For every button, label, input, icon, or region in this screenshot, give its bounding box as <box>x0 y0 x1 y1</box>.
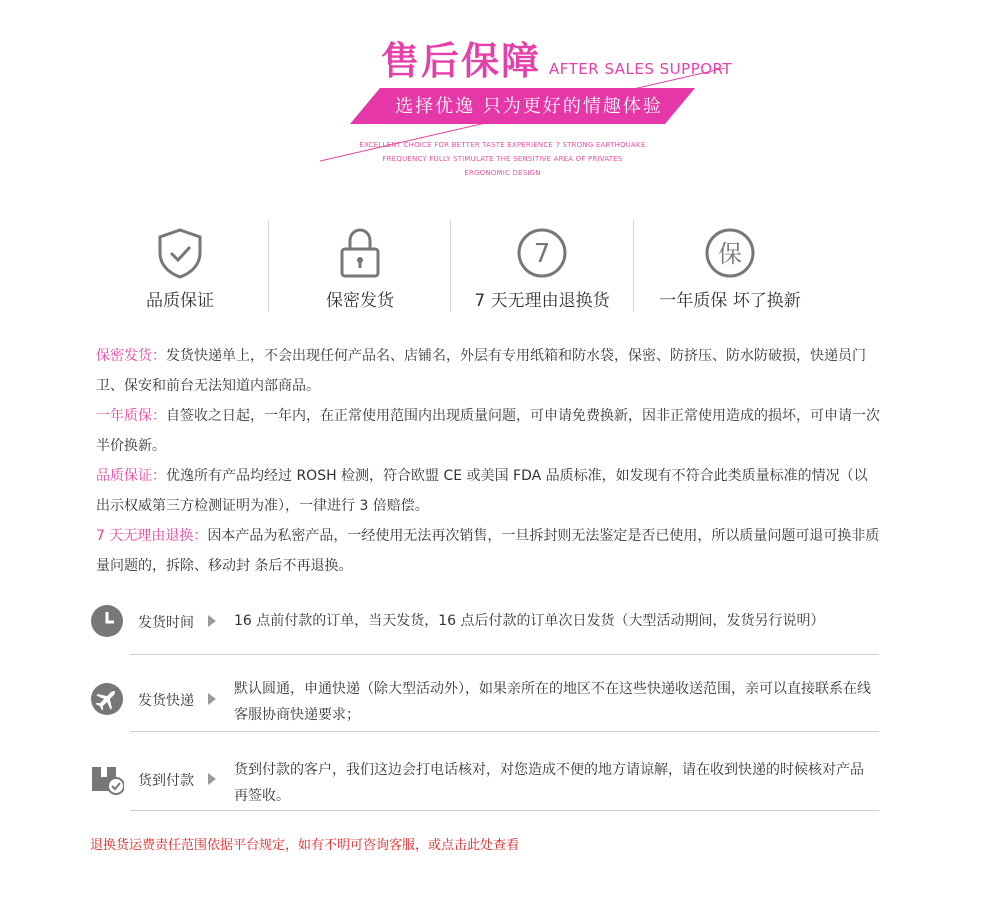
divider <box>268 220 269 312</box>
feature-label: 保密发货 <box>326 291 394 311</box>
bao-circle-icon <box>703 226 757 280</box>
shipping-row-time <box>90 600 880 656</box>
feature-label: 品质保证 <box>146 291 214 311</box>
arrow-right-icon <box>208 693 216 705</box>
policy-key: 保密发货： <box>96 348 166 364</box>
feature-quality <box>90 220 270 315</box>
slogan-text: 选择优逸 只为更好的情趣体验 <box>395 96 663 117</box>
policy-key: 一年质保： <box>96 408 166 424</box>
header-title-en: AFTER SALES SUPPORT <box>549 60 733 78</box>
shipping-title: 货到付款 <box>138 773 194 789</box>
policy-paragraph <box>96 341 881 401</box>
feature-one-year-warranty <box>635 220 825 315</box>
shipping-desc: 16 点前付款的订单，当天发货，16 点后付款的订单次日发货（大型活动期间，发货另行说明） <box>234 613 825 629</box>
package-check-icon <box>90 761 124 795</box>
seven-circle-icon <box>515 226 569 280</box>
caption-line: ERGONOMIC DESIGN <box>464 169 541 177</box>
policy-key: 品质保证： <box>96 468 166 484</box>
feature-7-day-return <box>452 220 632 315</box>
header-title-cn: 售后保障 <box>381 39 542 83</box>
shipping-desc: 货到付款的客户，我们这边会打电话核对，对您造成不便的地方请谅解，请在收到快递的时候核对产品再签收。 <box>234 762 864 804</box>
divider <box>130 810 879 811</box>
policy-text: 因本产品为私密产品，一经使用无法再次销售，一旦拆封则无法鉴定是否已使用，所以质量问题可退可换非质量问题的，拆除、移动封 条后不再退换。 <box>96 528 880 574</box>
clock-icon <box>90 604 124 638</box>
caption-line: EXCELLENT CHOICE FOR BETTER TASTE EXPERIENCE 7 STRONG EARTHQUAKE <box>359 141 646 149</box>
arrow-right-icon <box>208 615 216 627</box>
shield-check-icon <box>153 226 207 280</box>
divider <box>130 731 879 732</box>
shipping-title: 发货时间 <box>138 615 194 631</box>
policy-text: 自签收之日起，一年内，在正常使用范围内出现质量问题，可申请免费换新，因非正常使用造成的损坏，可申请一次半价换新。 <box>96 408 880 454</box>
feature-row <box>90 220 890 315</box>
policy-paragraph <box>96 401 881 461</box>
feature-confidential <box>270 220 450 315</box>
caption-line: FREQUENCY FULLY STIMULATE THE SENSITIVE AREA OF PRIVATES <box>382 155 623 163</box>
divider <box>633 220 634 312</box>
feature-label: 一年质保 坏了换新 <box>659 291 801 311</box>
policy-text: 优逸所有产品均经过 ROSH 检测，符合欧盟 CE 或美国 FDA 品质标准，如发现有不符合此类质量标准的情况（以出示权威第三方检测证明为准），一律进行 3 倍赔偿。 <box>96 468 868 514</box>
header-english-caption <box>345 138 660 180</box>
divider <box>130 654 879 655</box>
shipping-row-express <box>90 676 880 732</box>
policy-text: 发货快递单上，不会出现任何产品名、店铺名，外层有专用纸箱和防水袋，保密、防挤压、防水防破损，快递员门卫、保安和前台无法知道内部商品。 <box>96 348 866 394</box>
seven-glyph: 7 <box>533 239 551 269</box>
return-shipping-notice-link[interactable]: 退换货运费责任范围依据平台规定，如有不明可咨询客服，或点击此处查看 <box>90 838 520 853</box>
bao-glyph: 保 <box>718 240 742 268</box>
shipping-desc: 默认圆通，申通快递（除大型活动外），如果亲所在的地区不在这些快递收送范围，亲可以直接联系在线客服协商快递要求； <box>234 681 871 723</box>
policy-paragraph <box>96 461 881 521</box>
shipping-row-cod <box>90 757 880 813</box>
lock-icon <box>333 226 387 280</box>
divider <box>450 220 451 312</box>
shipping-title: 发货快递 <box>138 693 194 709</box>
policy-key: 7 天无理由退换： <box>96 528 208 544</box>
arrow-right-icon <box>208 773 216 785</box>
policy-section <box>96 341 881 581</box>
feature-label: 7 天无理由退换货 <box>474 291 610 311</box>
airplane-icon <box>90 682 124 716</box>
policy-paragraph <box>96 521 881 581</box>
